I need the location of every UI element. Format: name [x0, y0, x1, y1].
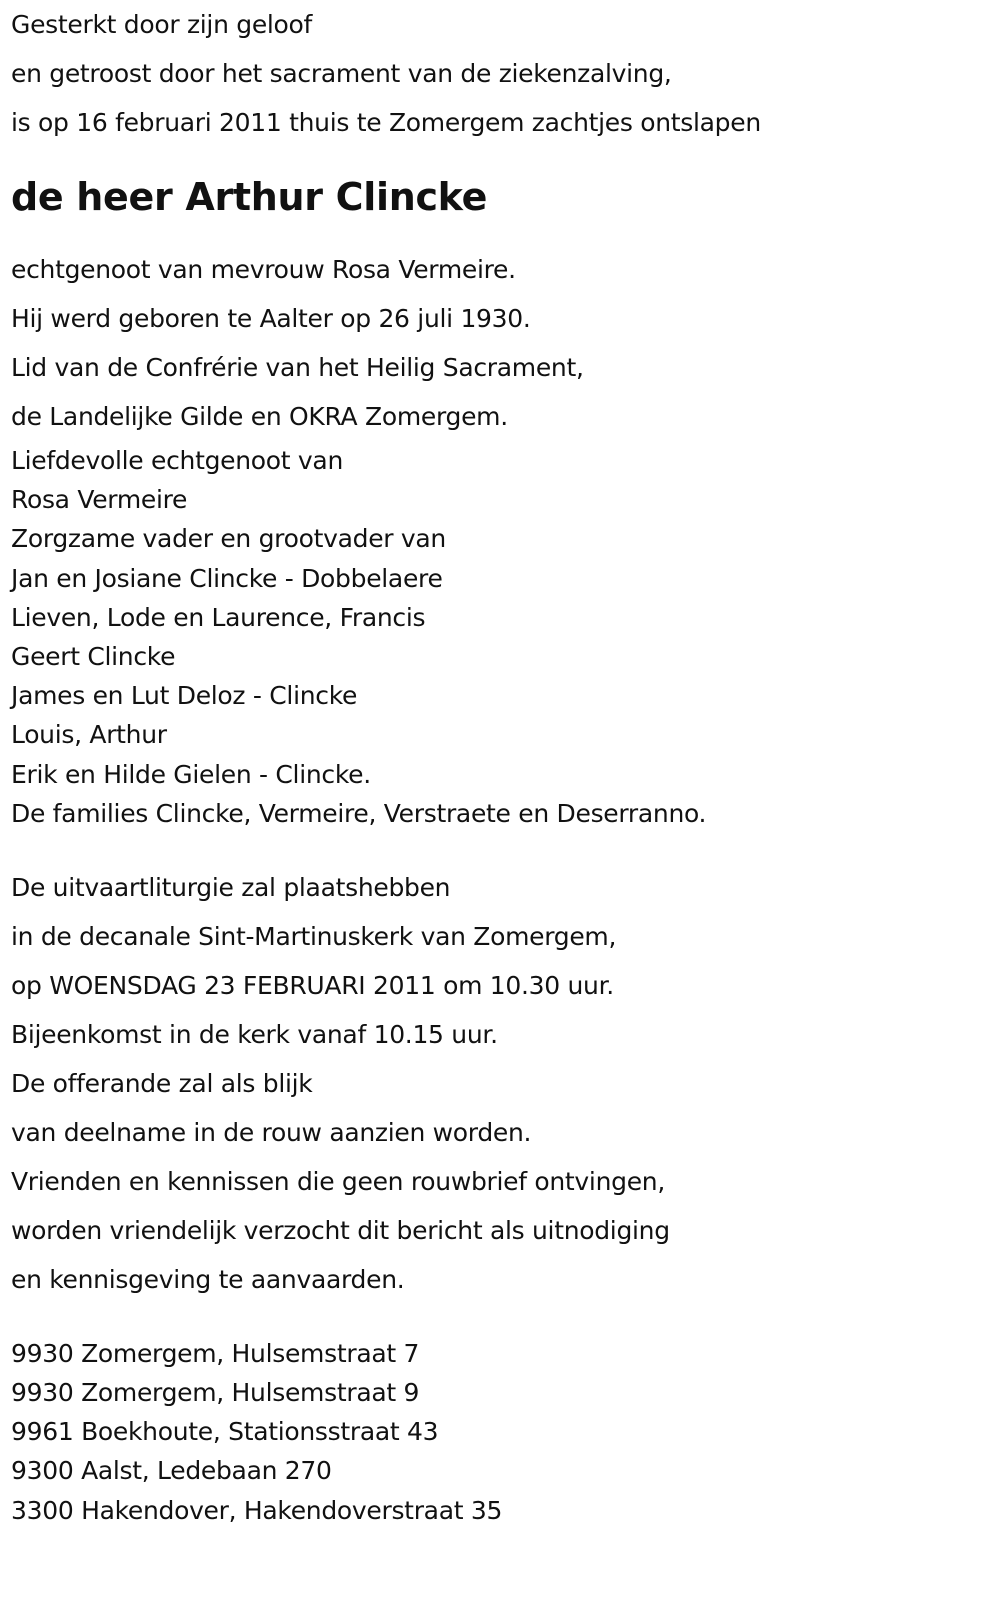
funeral-line: van deelname in de rouw aanzien worden.: [11, 1117, 532, 1147]
address-line: 9930 Zomergem, Hulsemstraat 7: [11, 1338, 420, 1368]
deceased-name-title: de heer Arthur Clincke: [11, 175, 488, 219]
intro-line: en getroost door het sacrament van de ziekenzalving,: [11, 59, 672, 88]
address-line: 3300 Hakendover, Hakendoverstraat 35: [11, 1495, 503, 1525]
funeral-section: [11, 863, 991, 1304]
intro-line: is op 16 februari 2011 thuis te Zomergem zachtjes ontslapen: [11, 108, 761, 137]
intro-line: Gesterkt door zijn geloof: [11, 10, 313, 39]
funeral-line: in de decanale Sint-Martinuskerk van Zomergem,: [11, 921, 617, 951]
family-line: Louis, Arthur: [11, 720, 167, 750]
family-line: Jan en Josiane Clincke - Dobbelaere: [11, 563, 443, 593]
family-line: Liefdevolle echtgenoot van: [11, 446, 343, 475]
spacer: [11, 1304, 991, 1334]
obituary-document: [11, 0, 991, 1530]
spacer: [11, 833, 991, 863]
funeral-line: Bijeenkomst in de kerk vanaf 10.15 uur.: [11, 1019, 498, 1049]
bio-line: Lid van de Confrérie van het Heilig Sacrament,: [11, 353, 584, 382]
funeral-line: worden vriendelijk verzocht dit bericht als uitnodiging: [11, 1215, 670, 1245]
funeral-line: De uitvaartliturgie zal plaatshebben: [11, 872, 451, 902]
addresses-section: [11, 1334, 991, 1530]
family-line: Erik en Hilde Gielen - Clincke.: [11, 759, 371, 789]
bio-line: de Landelijke Gilde en OKRA Zomergem.: [11, 402, 508, 431]
family-line: James en Lut Deloz - Clincke: [11, 681, 358, 711]
family-line: Geert Clincke: [11, 641, 176, 671]
address-line: 9300 Aalst, Ledebaan 270: [11, 1456, 332, 1486]
family-section: [11, 441, 991, 833]
funeral-line: Vrienden en kennissen die geen rouwbrief ontvingen,: [11, 1166, 665, 1196]
family-line: Rosa Vermeire: [11, 485, 188, 515]
funeral-line: op WOENSDAG 23 FEBRUARI 2011 om 10.30 uur.: [11, 970, 614, 1000]
bio-section: [11, 245, 991, 441]
bio-line: Hij werd geboren te Aalter op 26 juli 1930.: [11, 304, 531, 333]
bio-line: echtgenoot van mevrouw Rosa Vermeire.: [11, 255, 516, 284]
address-line: 9961 Boekhoute, Stationsstraat 43: [11, 1417, 439, 1447]
intro-section: [11, 0, 991, 147]
family-line: Zorgzame vader en grootvader van: [11, 524, 446, 554]
address-line: 9930 Zomergem, Hulsemstraat 9: [11, 1378, 420, 1408]
family-line: Lieven, Lode en Laurence, Francis: [11, 602, 426, 632]
funeral-line: en kennisgeving te aanvaarden.: [11, 1264, 405, 1294]
family-line: De families Clincke, Vermeire, Verstraete en Deserranno.: [11, 798, 707, 828]
funeral-line: De offerande zal als blijk: [11, 1068, 313, 1098]
